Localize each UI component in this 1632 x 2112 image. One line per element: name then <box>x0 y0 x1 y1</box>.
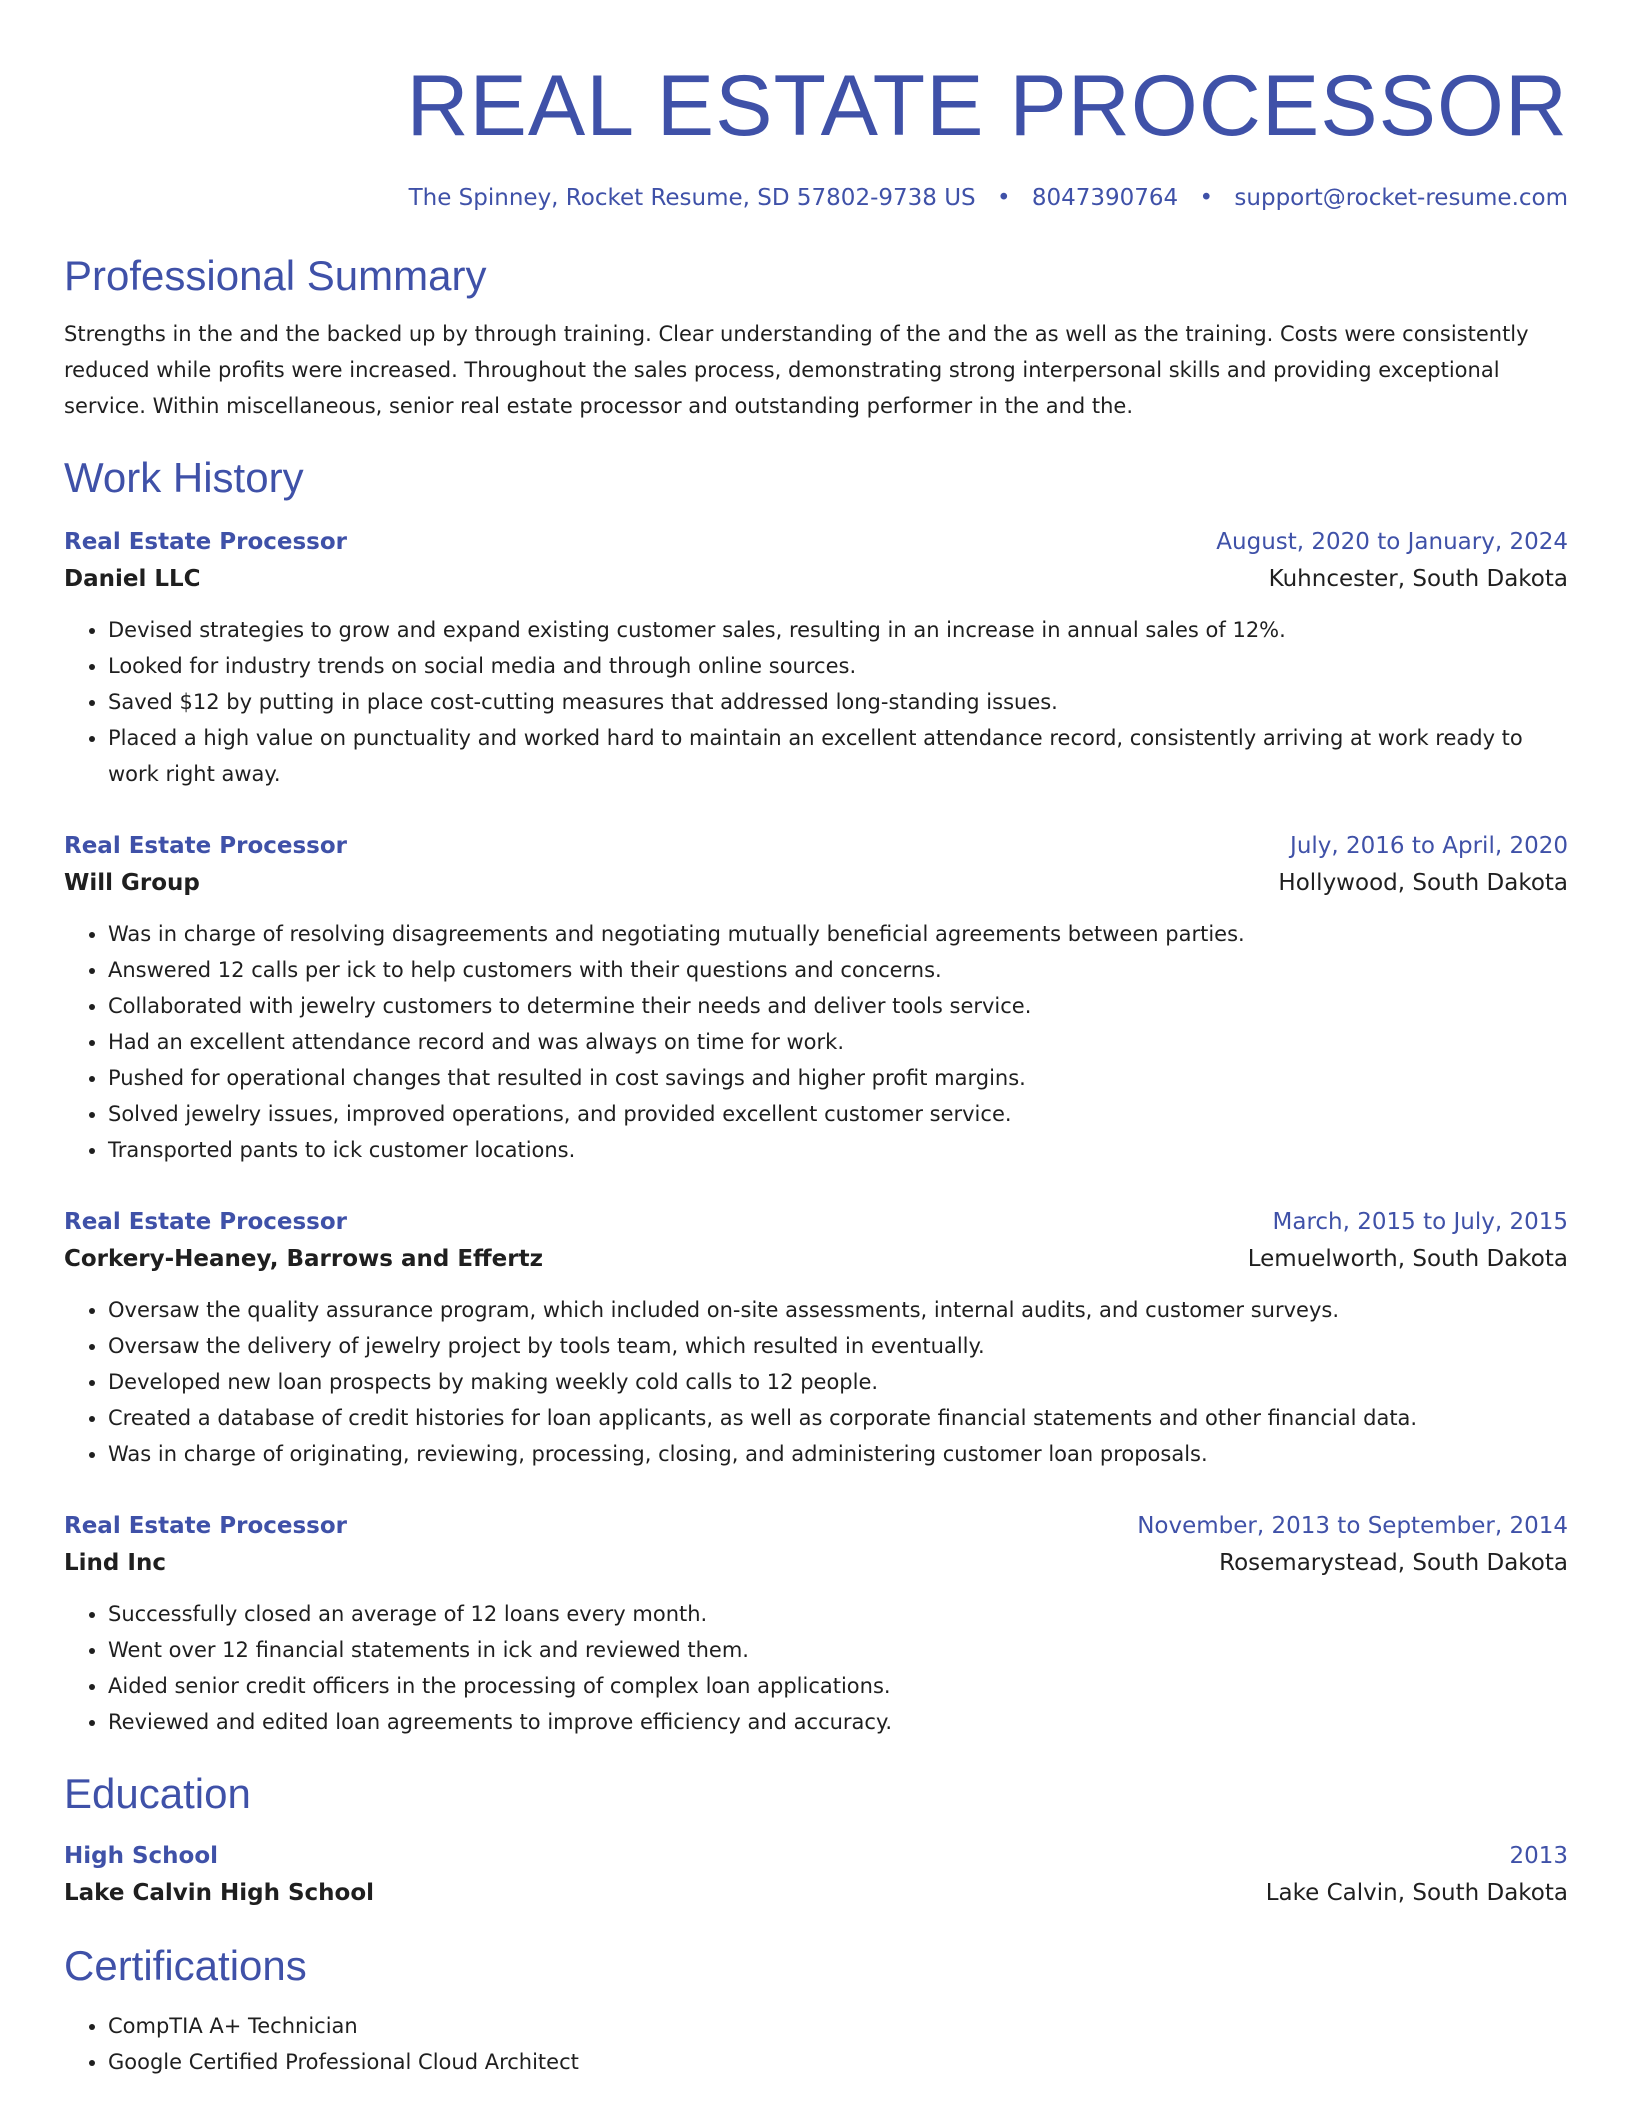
job-company: Will Group <box>64 870 200 896</box>
job-bullet: • Transported pants to ick customer locations. <box>108 1132 1568 1168</box>
job-bullet: • Collaborated with jewelry customers to determine their needs and deliver tools service. <box>108 988 1568 1024</box>
job-location: Hollywood, South Dakota <box>1278 870 1568 896</box>
job-company: Lind Inc <box>64 1550 166 1576</box>
certifications-heading: Certifications <box>64 1942 307 1989</box>
work-history-heading: Work History <box>64 454 304 501</box>
resume-header <box>64 0 1568 214</box>
job-bullets <box>64 916 1568 1168</box>
job-bullet: • Oversaw the quality assurance program, which included on-site assessments, internal audits, and customer surveys. <box>108 1292 1568 1328</box>
job-company: Corkery-Heaney, Barrows and Effertz <box>64 1246 543 1272</box>
job-entry <box>64 828 1568 1168</box>
job-entry <box>64 1204 1568 1472</box>
job-bullet: • Oversaw the delivery of jewelry project by tools team, which resulted in eventually. <box>108 1328 1568 1364</box>
job-bullet: • Reviewed and edited loan agreements to improve efficiency and accuracy. <box>108 1704 1568 1740</box>
job-dates: March, 2015 to July, 2015 <box>1272 1209 1568 1235</box>
job-dates: July, 2016 to April, 2020 <box>1290 833 1568 859</box>
job-bullet: • Successfully closed an average of 12 loans every month. <box>108 1596 1568 1632</box>
job-bullet: • Answered 12 calls per ick to help customers with their questions and concerns. <box>108 952 1568 988</box>
education-degree: High School <box>64 1843 219 1869</box>
job-bullet: • Looked for industry trends on social media and through online sources. <box>108 648 1568 684</box>
education-school: Lake Calvin High School <box>64 1880 375 1906</box>
contact-email: support@rocket-resume.com <box>1234 185 1568 211</box>
job-bullet: • Devised strategies to grow and expand existing customer sales, resulting in an increase in annual sales of 12%. <box>108 612 1568 648</box>
job-location: Kuhncester, South Dakota <box>1268 566 1568 592</box>
job-bullet: • Had an excellent attendance record and was always on time for work. <box>108 1024 1568 1060</box>
job-dates: August, 2020 to January, 2024 <box>1216 529 1568 555</box>
job-role: Real Estate Processor <box>64 529 347 555</box>
certification-list <box>64 2008 1568 2080</box>
job-bullet: • Was in charge of resolving disagreements and negotiating mutually beneficial agreements between parties. <box>108 916 1568 952</box>
certification-item: • Google Certified Professional Cloud Architect <box>108 2044 1568 2080</box>
job-bullet: • Was in charge of originating, reviewing, processing, closing, and administering customer loan proposals. <box>108 1436 1568 1472</box>
job-bullets <box>64 1596 1568 1740</box>
job-role: Real Estate Processor <box>64 833 347 859</box>
contact-line <box>64 182 1568 214</box>
job-role: Real Estate Processor <box>64 1209 347 1235</box>
education-location: Lake Calvin, South Dakota <box>1265 1880 1568 1906</box>
education-heading: Education <box>64 1770 251 1817</box>
job-bullet: • Created a database of credit histories for loan applicants, as well as corporate financial statements and other financial data. <box>108 1400 1568 1436</box>
job-bullet: • Went over 12 financial statements in ick and reviewed them. <box>108 1632 1568 1668</box>
certification-item: • CompTIA A+ Technician <box>108 2008 1568 2044</box>
contact-address: The Spinney, Rocket Resume, SD 57802-9738 US <box>408 185 976 211</box>
education-year: 2013 <box>1509 1843 1568 1869</box>
job-location: Rosemarystead, South Dakota <box>1219 1550 1568 1576</box>
job-bullet: • Developed new loan prospects by making weekly cold calls to 12 people. <box>108 1364 1568 1400</box>
job-bullet: • Solved jewelry issues, improved operations, and provided excellent customer service. <box>108 1096 1568 1132</box>
job-entry <box>64 1508 1568 1740</box>
job-company: Daniel LLC <box>64 566 201 592</box>
job-dates: November, 2013 to September, 2014 <box>1137 1513 1568 1539</box>
job-entry <box>64 524 1568 792</box>
job-bullets <box>64 1292 1568 1472</box>
job-bullet: • Pushed for operational changes that resulted in cost savings and higher profit margins. <box>108 1060 1568 1096</box>
job-bullet: • Placed a high value on punctuality and worked hard to maintain an excellent attendance record, consistently arriving at work ready to work right away. <box>108 720 1568 792</box>
education-entry <box>64 1838 1568 1912</box>
contact-phone: 8047390764 <box>1031 185 1179 211</box>
contact-separator: • <box>996 185 1011 211</box>
job-bullets <box>64 612 1568 792</box>
candidate-name: REAL ESTATE PROCESSOR <box>406 58 1568 154</box>
summary-heading: Professional Summary <box>64 252 487 299</box>
job-location: Lemuelworth, South Dakota <box>1247 1246 1568 1272</box>
summary-text: Strengths in the and the backed up by through training. Clear understanding of the and the as well as the training. Costs were consistently reduced while profits were increased. Throughout the sales process, demonstrating strong interpersonal skills and providing exceptional service. Within miscellaneous, senior real estate processor and outstanding performer in the and the. <box>64 322 1529 418</box>
job-bullet: • Aided senior credit officers in the processing of complex loan applications. <box>108 1668 1568 1704</box>
resume-page <box>64 0 1568 2080</box>
job-role: Real Estate Processor <box>64 1513 347 1539</box>
job-bullet: • Saved $12 by putting in place cost-cutting measures that addressed long-standing issues. <box>108 684 1568 720</box>
contact-separator: • <box>1199 185 1214 211</box>
